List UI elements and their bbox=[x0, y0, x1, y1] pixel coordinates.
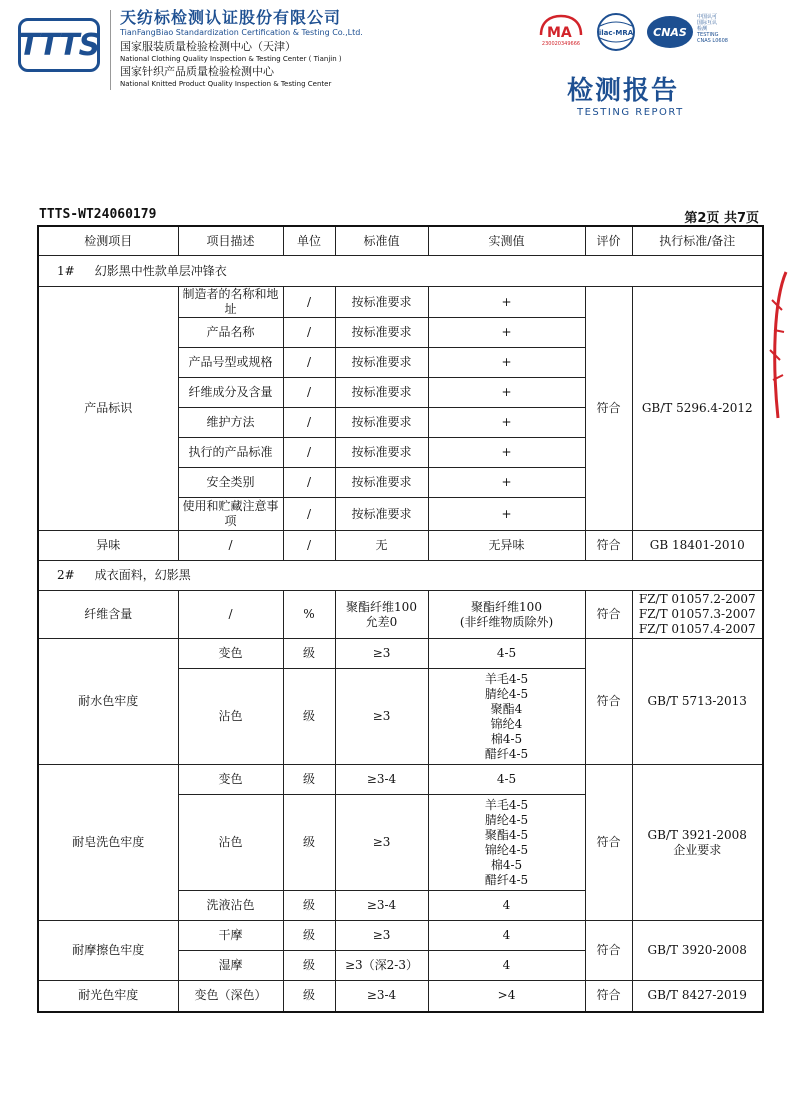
company-name-cn: 天纺标检测认证股份有限公司 bbox=[120, 8, 342, 27]
standard-value bbox=[335, 591, 428, 639]
item-desc: 执行的产品标准 bbox=[178, 438, 283, 468]
evaluation: 符合 bbox=[585, 765, 632, 921]
unit: / bbox=[283, 378, 335, 408]
standard-ref: GB/T 3920-2008 bbox=[632, 921, 763, 981]
table-row bbox=[38, 591, 763, 639]
test-item: 耐皂洗色牢度 bbox=[38, 765, 178, 921]
standard-value: ≥3-4 bbox=[335, 765, 428, 795]
table-row bbox=[38, 287, 763, 318]
center2-en: National Knitted Product Quality Inspection & Testing Center bbox=[120, 80, 332, 88]
evaluation: 符合 bbox=[585, 921, 632, 981]
unit: 级 bbox=[283, 951, 335, 981]
section-name: 成衣面料，幻影黑 bbox=[94, 568, 191, 582]
company-logo: TTTS bbox=[18, 18, 100, 72]
measured-value: + bbox=[428, 408, 585, 438]
cnas-note-line: TESTING bbox=[697, 32, 719, 38]
standard-ref-line: FZ/T 01057.4-2007 bbox=[638, 622, 756, 636]
evaluation: 符合 bbox=[585, 639, 632, 765]
item-desc: 维护方法 bbox=[178, 408, 283, 438]
evaluation: 符合 bbox=[585, 531, 632, 561]
measured-value-line: 羊毛4-5 bbox=[484, 797, 529, 812]
section-title bbox=[38, 561, 763, 591]
col-header: 执行标准/备注 bbox=[632, 226, 763, 256]
test-item: 耐水色牢度 bbox=[38, 639, 178, 765]
measured-value-line: 聚酯纤维100 bbox=[471, 599, 542, 614]
measured-value-line: (非纤维物质除外) bbox=[459, 614, 554, 629]
unit: / bbox=[283, 318, 335, 348]
test-results-table bbox=[37, 225, 764, 1013]
cnas-logo-icon bbox=[645, 12, 695, 52]
item-desc: 变色 bbox=[178, 639, 283, 669]
test-item: 产品标识 bbox=[38, 287, 178, 531]
measured-value: + bbox=[428, 348, 585, 378]
col-header: 标准值 bbox=[335, 226, 428, 256]
col-header: 检测项目 bbox=[38, 226, 178, 256]
standard-value: ≥3 bbox=[335, 795, 428, 891]
center1-en: National Clothing Quality Inspection & Testing Center ( Tianjin ) bbox=[120, 55, 342, 63]
company-name-block bbox=[120, 5, 363, 37]
center1-cn: 国家服装质量检验检测中心（天津） bbox=[120, 40, 296, 53]
measured-value: >4 bbox=[428, 981, 585, 1012]
item-desc: 制造者的名称和地址 bbox=[178, 287, 283, 318]
section-title bbox=[38, 256, 763, 287]
standard-ref: GB 18401-2010 bbox=[632, 531, 763, 561]
standard-value: 按标准要求 bbox=[335, 318, 428, 348]
cnas-note-line: 中国认可 bbox=[697, 14, 718, 20]
standard-value: 按标准要求 bbox=[335, 408, 428, 438]
cma-number: 230020349666 bbox=[541, 41, 581, 47]
measured-value: 4-5 bbox=[428, 765, 585, 795]
report-title bbox=[567, 70, 684, 118]
measured-value: + bbox=[428, 468, 585, 498]
unit: 级 bbox=[283, 891, 335, 921]
standard-value-line: 聚酯纤维100 bbox=[346, 599, 417, 614]
item-desc: 产品号型或规格 bbox=[178, 348, 283, 378]
col-header: 项目描述 bbox=[178, 226, 283, 256]
standard-value: 按标准要求 bbox=[335, 348, 428, 378]
measured-value: + bbox=[428, 318, 585, 348]
item-desc: 沾色 bbox=[178, 795, 283, 891]
test-item: 纤维含量 bbox=[38, 591, 178, 639]
measured-value: 无异味 bbox=[428, 531, 585, 561]
standard-value: 按标准要求 bbox=[335, 438, 428, 468]
table-row bbox=[38, 531, 763, 561]
standard-value: ≥3 bbox=[335, 669, 428, 765]
item-desc: 干摩 bbox=[178, 921, 283, 951]
standard-value: 按标准要求 bbox=[335, 468, 428, 498]
evaluation: 符合 bbox=[585, 287, 632, 531]
unit: / bbox=[283, 438, 335, 468]
standard-value-line: 允差0 bbox=[365, 614, 398, 629]
item-desc: / bbox=[178, 591, 283, 639]
measured-value-line: 腈纶4-5 bbox=[484, 812, 529, 827]
unit: 级 bbox=[283, 639, 335, 669]
measured-value-line: 醋纤4-5 bbox=[484, 746, 529, 761]
item-desc: 产品名称 bbox=[178, 318, 283, 348]
measured-value: + bbox=[428, 498, 585, 531]
standard-value: ≥3 bbox=[335, 639, 428, 669]
col-header: 单位 bbox=[283, 226, 335, 256]
table-header-row bbox=[38, 226, 763, 256]
standard-value: 无 bbox=[335, 531, 428, 561]
standard-ref: GB/T 5296.4-2012 bbox=[632, 287, 763, 531]
standard-value: 按标准要求 bbox=[335, 287, 428, 318]
company-name-en: TianFangBiao Standardization Certification & Testing Co.,Ltd. bbox=[120, 28, 363, 37]
item-desc: 变色 bbox=[178, 765, 283, 795]
item-desc: / bbox=[178, 531, 283, 561]
test-item: 异味 bbox=[38, 531, 178, 561]
measured-value: 4 bbox=[428, 951, 585, 981]
cma-label: MA bbox=[547, 25, 572, 41]
table-row bbox=[38, 639, 763, 669]
standard-value: ≥3-4 bbox=[335, 891, 428, 921]
cnas-note-line: 检测 bbox=[697, 26, 708, 32]
report-title-cn: 检测报告 bbox=[567, 76, 680, 106]
unit: 级 bbox=[283, 669, 335, 765]
measured-value: + bbox=[428, 438, 585, 468]
col-header: 实测值 bbox=[428, 226, 585, 256]
evaluation: 符合 bbox=[585, 591, 632, 639]
standard-ref-line: FZ/T 01057.3-2007 bbox=[638, 607, 756, 621]
evaluation: 符合 bbox=[585, 981, 632, 1012]
measured-value-line: 锦纶4 bbox=[490, 716, 523, 731]
ilac-mra-logo-icon bbox=[594, 12, 638, 52]
measured-value bbox=[428, 669, 585, 765]
cnas-label: CNAS bbox=[653, 26, 687, 39]
measured-value: 4-5 bbox=[428, 639, 585, 669]
cnas-note-line: CNAS L0608 bbox=[697, 38, 728, 44]
table-row bbox=[38, 765, 763, 795]
unit: / bbox=[283, 498, 335, 531]
test-item: 耐摩擦色牢度 bbox=[38, 921, 178, 981]
standard-ref-line: 企业要求 bbox=[673, 842, 722, 857]
unit: / bbox=[283, 408, 335, 438]
measured-value bbox=[428, 591, 585, 639]
section-row bbox=[38, 561, 763, 591]
measured-value-line: 锦纶4-5 bbox=[484, 842, 529, 857]
unit: / bbox=[283, 348, 335, 378]
measured-value-line: 棉4-5 bbox=[490, 731, 523, 746]
cma-logo-icon bbox=[537, 13, 585, 47]
center-names-block bbox=[120, 40, 342, 90]
item-desc: 安全类别 bbox=[178, 468, 283, 498]
report-number: TTTS-WT24060179 bbox=[39, 207, 157, 222]
standard-value: ≥3（深2-3） bbox=[335, 951, 428, 981]
section-name: 幻影黑中性款单层冲锋衣 bbox=[94, 263, 227, 278]
header-divider bbox=[110, 10, 111, 90]
unit: / bbox=[283, 531, 335, 561]
ilac-label: ilac-MRA bbox=[598, 29, 634, 37]
standard-ref-line: GB/T 3921-2008 bbox=[647, 827, 747, 842]
section-number: 2# bbox=[57, 568, 75, 582]
center2-cn: 国家针织产品质量检验检测中心 bbox=[120, 65, 274, 78]
measured-value-line: 棉4-5 bbox=[490, 857, 523, 872]
official-seal-icon bbox=[764, 270, 790, 420]
measured-value: + bbox=[428, 378, 585, 408]
measured-value-line: 聚酯4-5 bbox=[484, 827, 529, 842]
measured-value-line: 羊毛4-5 bbox=[484, 671, 529, 686]
page-indicator: 第2页 共7页 bbox=[684, 211, 759, 226]
unit: % bbox=[283, 591, 335, 639]
item-desc: 纤维成分及含量 bbox=[178, 378, 283, 408]
unit: / bbox=[283, 468, 335, 498]
table-row bbox=[38, 981, 763, 1012]
cnas-note bbox=[697, 14, 728, 44]
table-row bbox=[38, 921, 763, 951]
unit: / bbox=[283, 287, 335, 318]
measured-value: 4 bbox=[428, 921, 585, 951]
item-desc: 使用和贮藏注意事项 bbox=[178, 498, 283, 531]
item-desc: 沾色 bbox=[178, 669, 283, 765]
standard-ref-line: FZ/T 01057.2-2007 bbox=[638, 592, 756, 606]
measured-value-line: 醋纤4-5 bbox=[484, 872, 529, 887]
standard-ref: GB/T 8427-2019 bbox=[632, 981, 763, 1012]
unit: 级 bbox=[283, 981, 335, 1012]
standard-value: 按标准要求 bbox=[335, 498, 428, 531]
standard-value: ≥3-4 bbox=[335, 981, 428, 1012]
standard-value: ≥3 bbox=[335, 921, 428, 951]
item-desc: 变色（深色） bbox=[178, 981, 283, 1012]
report-title-en: TESTING REPORT bbox=[577, 107, 684, 118]
measured-value: + bbox=[428, 287, 585, 318]
measured-value-line: 腈纶4-5 bbox=[484, 686, 529, 701]
standard-ref: GB/T 5713-2013 bbox=[632, 639, 763, 765]
unit: 级 bbox=[283, 795, 335, 891]
measured-value-line: 聚酯4 bbox=[490, 701, 523, 716]
item-desc: 洗液沾色 bbox=[178, 891, 283, 921]
section-row bbox=[38, 256, 763, 287]
standard-value: 按标准要求 bbox=[335, 378, 428, 408]
standard-ref bbox=[632, 591, 763, 639]
unit: 级 bbox=[283, 921, 335, 951]
measured-value bbox=[428, 795, 585, 891]
standard-ref bbox=[632, 765, 763, 921]
col-header: 评价 bbox=[585, 226, 632, 256]
test-item: 耐光色牢度 bbox=[38, 981, 178, 1012]
unit: 级 bbox=[283, 765, 335, 795]
cnas-note-line: 国际互认 bbox=[697, 20, 718, 26]
measured-value: 4 bbox=[428, 891, 585, 921]
item-desc: 湿摩 bbox=[178, 951, 283, 981]
section-number: 1# bbox=[57, 263, 75, 278]
